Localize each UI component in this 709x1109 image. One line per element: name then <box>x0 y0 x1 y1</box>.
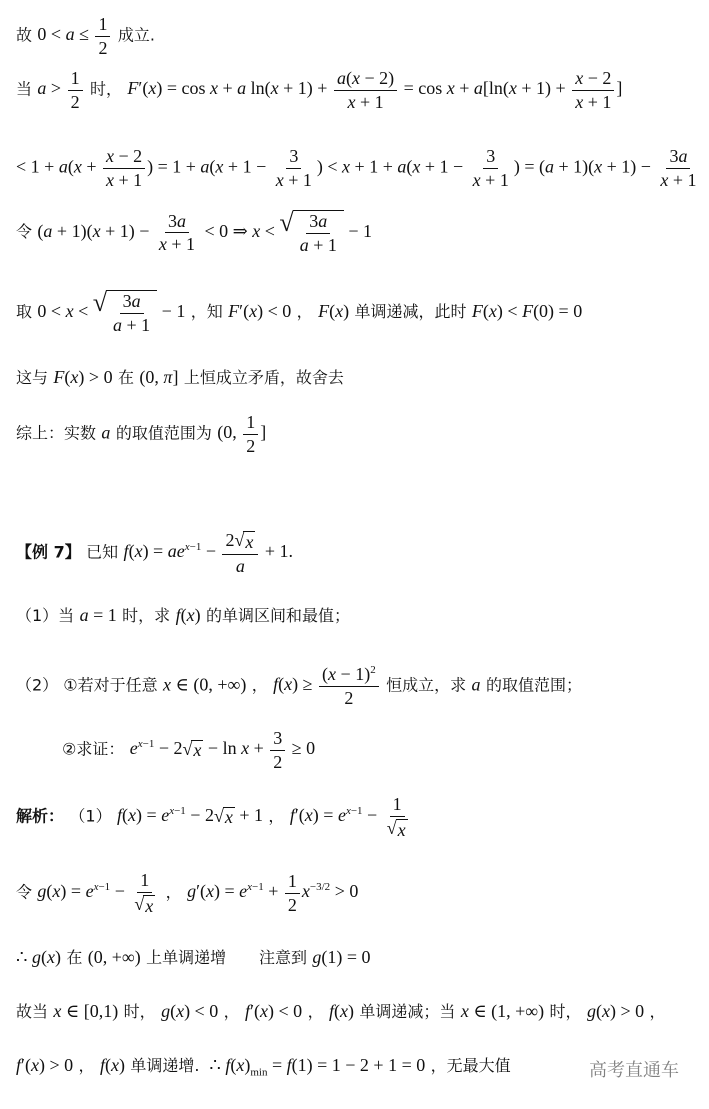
line-6: 这与 F(x) > 0 在 (0, π] 上恒成立矛盾，故舍去 <box>16 367 344 387</box>
solution-line-1: 解析： （1） $f(x) = e^{x-1} - 2$ √ x + 1 ， $f'(x) = e^{x-1}$ − 1 √ x <box>16 794 406 840</box>
line-3: < 1 + a(x + $\frac{x - 2}{x + 1}$ ) = 1 + a(x + 1 − $\frac{3}{x + 1}$ ) < x + 1 + a(x + 1 − $\frac{3}{x + 1}$ ) = (a + 1)(x + 1) − $\frac{3a}{x + 1}$ <box>16 146 697 190</box>
example-7-heading: 【例 7】 已知 $f(x) = ae^{x-1}$ − 2 √ x a + 1. <box>16 530 294 576</box>
question-1: （1）当 a = 1 时，求 f(x) 的单调区间和最值； <box>16 605 351 625</box>
solution-line-3: ∴ g(x) 在 (0, +∞) 上单调递增 注意到 g(1) = 0 <box>16 947 371 967</box>
line-7: 综上：实数 a 的取值范围为 (0, $\frac{1}{2}$ ] <box>16 412 267 456</box>
solution-line-4: 故当 x ∈ [0,1) 时， g(x) < 0 ， f′(x) < 0 ， f(x) 单调递减；当 x ∈ (1, +∞) 时， g(x) > 0 ， <box>16 1001 666 1021</box>
watermark: 高考直通车 <box>589 1060 679 1081</box>
line-4: 令 (a + 1)(x + 1) − $\frac{3a}{x + 1}$ < 0 ⇒ x < √ $\frac{3a}{a + 1}$ − 1 <box>16 208 372 255</box>
question-2-proof: ②求证： $e^{x-1} - 2$ √ x − ln x + $\frac{3}{2}$ ≥ 0 <box>62 728 316 772</box>
line-5: 取 0 < x < √ $\frac{3a}{a + 1}$ − 1 ，知 F′(x) < 0 ， F(x) 单调递减，此时 F(x) < F(0) = 0 <box>16 288 583 335</box>
solution-line-5: f′(x) > 0 ， f(x) 单调递增. ∴ $f(x)_{min} = f(1) = 1 - 2 + 1 = 0$ ，无最大值 <box>16 1055 511 1079</box>
solution-line-2: 令 $g(x) = e^{x-1}$ − 1 √ x ， $g'(x) = e^{x-1}$ + $\frac{1}{2}$ $x^{-3/2} > 0$ <box>16 870 359 916</box>
line-1: 故 0 < a ≤ $\frac{1}{2}$ 成立. <box>16 14 155 58</box>
line-2: 当 a > $\frac{1}{2}$ 时， F′(x) = cos x + a ln(x + 1) + $\frac{a(x - 2)}{x + 1}$ = cos x + a[ln(x + 1) + $\frac{x - 2}{x + 1}$ ] <box>16 68 623 112</box>
question-2: （2） ①若对于任意 x ∈ (0, +∞) ， f(x) ≥ $\frac{(x - 1)^2}{2}$ 恒成立，求 a 的取值范围； <box>16 664 582 708</box>
